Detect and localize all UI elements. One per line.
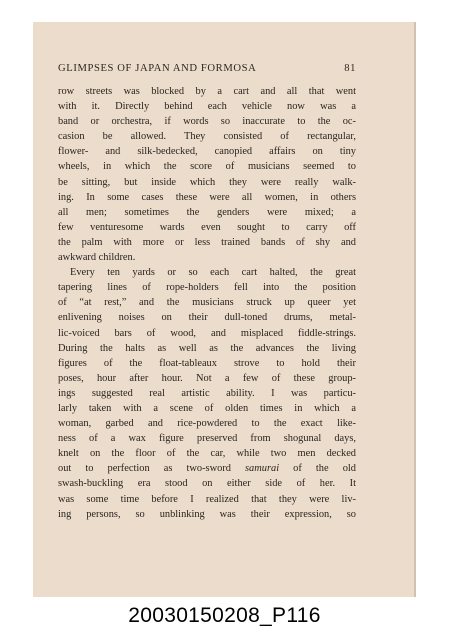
text-line: flower- and silk-bedecked, canopied affairs on tiny: [58, 146, 356, 158]
text-line: with it. Directly behind each vehicle now was a: [58, 101, 356, 113]
text-line: During the halts as well as the advances the living: [58, 342, 356, 354]
page-number: 81: [344, 63, 356, 74]
text-line: knelt on the floor of the car, while two men decked: [58, 448, 356, 460]
text-line: band or orchestra, if words so inaccurate to the oc-: [58, 116, 356, 128]
text-line: figures of the float-tableaux strove to hold their: [58, 357, 356, 369]
paragraph: [58, 84, 356, 265]
text-line: row streets was blocked by a cart and all that went: [58, 86, 356, 97]
text-line: awkward children.: [58, 252, 136, 264]
text-line: lic-voiced bars of wood, and misplaced fiddle-strings.: [58, 327, 356, 339]
text-line: was some time before I realized that they were liv-: [58, 493, 356, 505]
text-line: out to perfection as two-sword samurai of the old: [58, 463, 356, 475]
text-line: wheels, in which the score of musicians seemed to: [58, 161, 356, 173]
text-line: enlivening noises on their dull-toned drums, metal-: [58, 312, 356, 324]
text-line: swash-buckling era stood on either side of her. It: [58, 478, 356, 490]
text-line: ing. In some cases these were all women, in others: [58, 191, 356, 203]
text-line: Every ten yards or so each cart halted, the great: [70, 267, 356, 279]
text-line: ing persons, so unblinking was their expression, so: [58, 508, 356, 520]
body-text: [58, 84, 356, 522]
text-line: be sitting, but inside which they were really walk-: [58, 176, 356, 188]
text-line: casion be allowed. They consisted of rectangular,: [58, 131, 356, 143]
paragraph: [58, 265, 356, 522]
text-line: ness of a wax figure preserved from shogunal days,: [58, 433, 356, 445]
text-line: few venturesome wards even sought to carry off: [58, 221, 356, 233]
text-line: poses, hour after hour. Not a few of these group-: [58, 372, 356, 384]
text-line: the palm with more or less trained bands of shy and: [58, 236, 356, 248]
text-line: of “at rest,” and the musicians struck up queer yet: [58, 297, 356, 309]
image-id-caption: 20030150208_P116: [128, 604, 321, 627]
text-line: woman, garbed and rice-powdered to the exact like-: [58, 418, 356, 430]
text-line: tapering lines of rope-holders fell into the position: [58, 282, 356, 294]
text-line: all men; sometimes the genders were mixed; a: [58, 206, 356, 218]
text-line: larly taken with a scene of olden times in which a: [58, 402, 356, 414]
running-head: GLIMPSES OF JAPAN AND FORMOSA: [58, 63, 257, 74]
text-line: ings suggested real artistic ability. I was particu-: [58, 387, 356, 399]
